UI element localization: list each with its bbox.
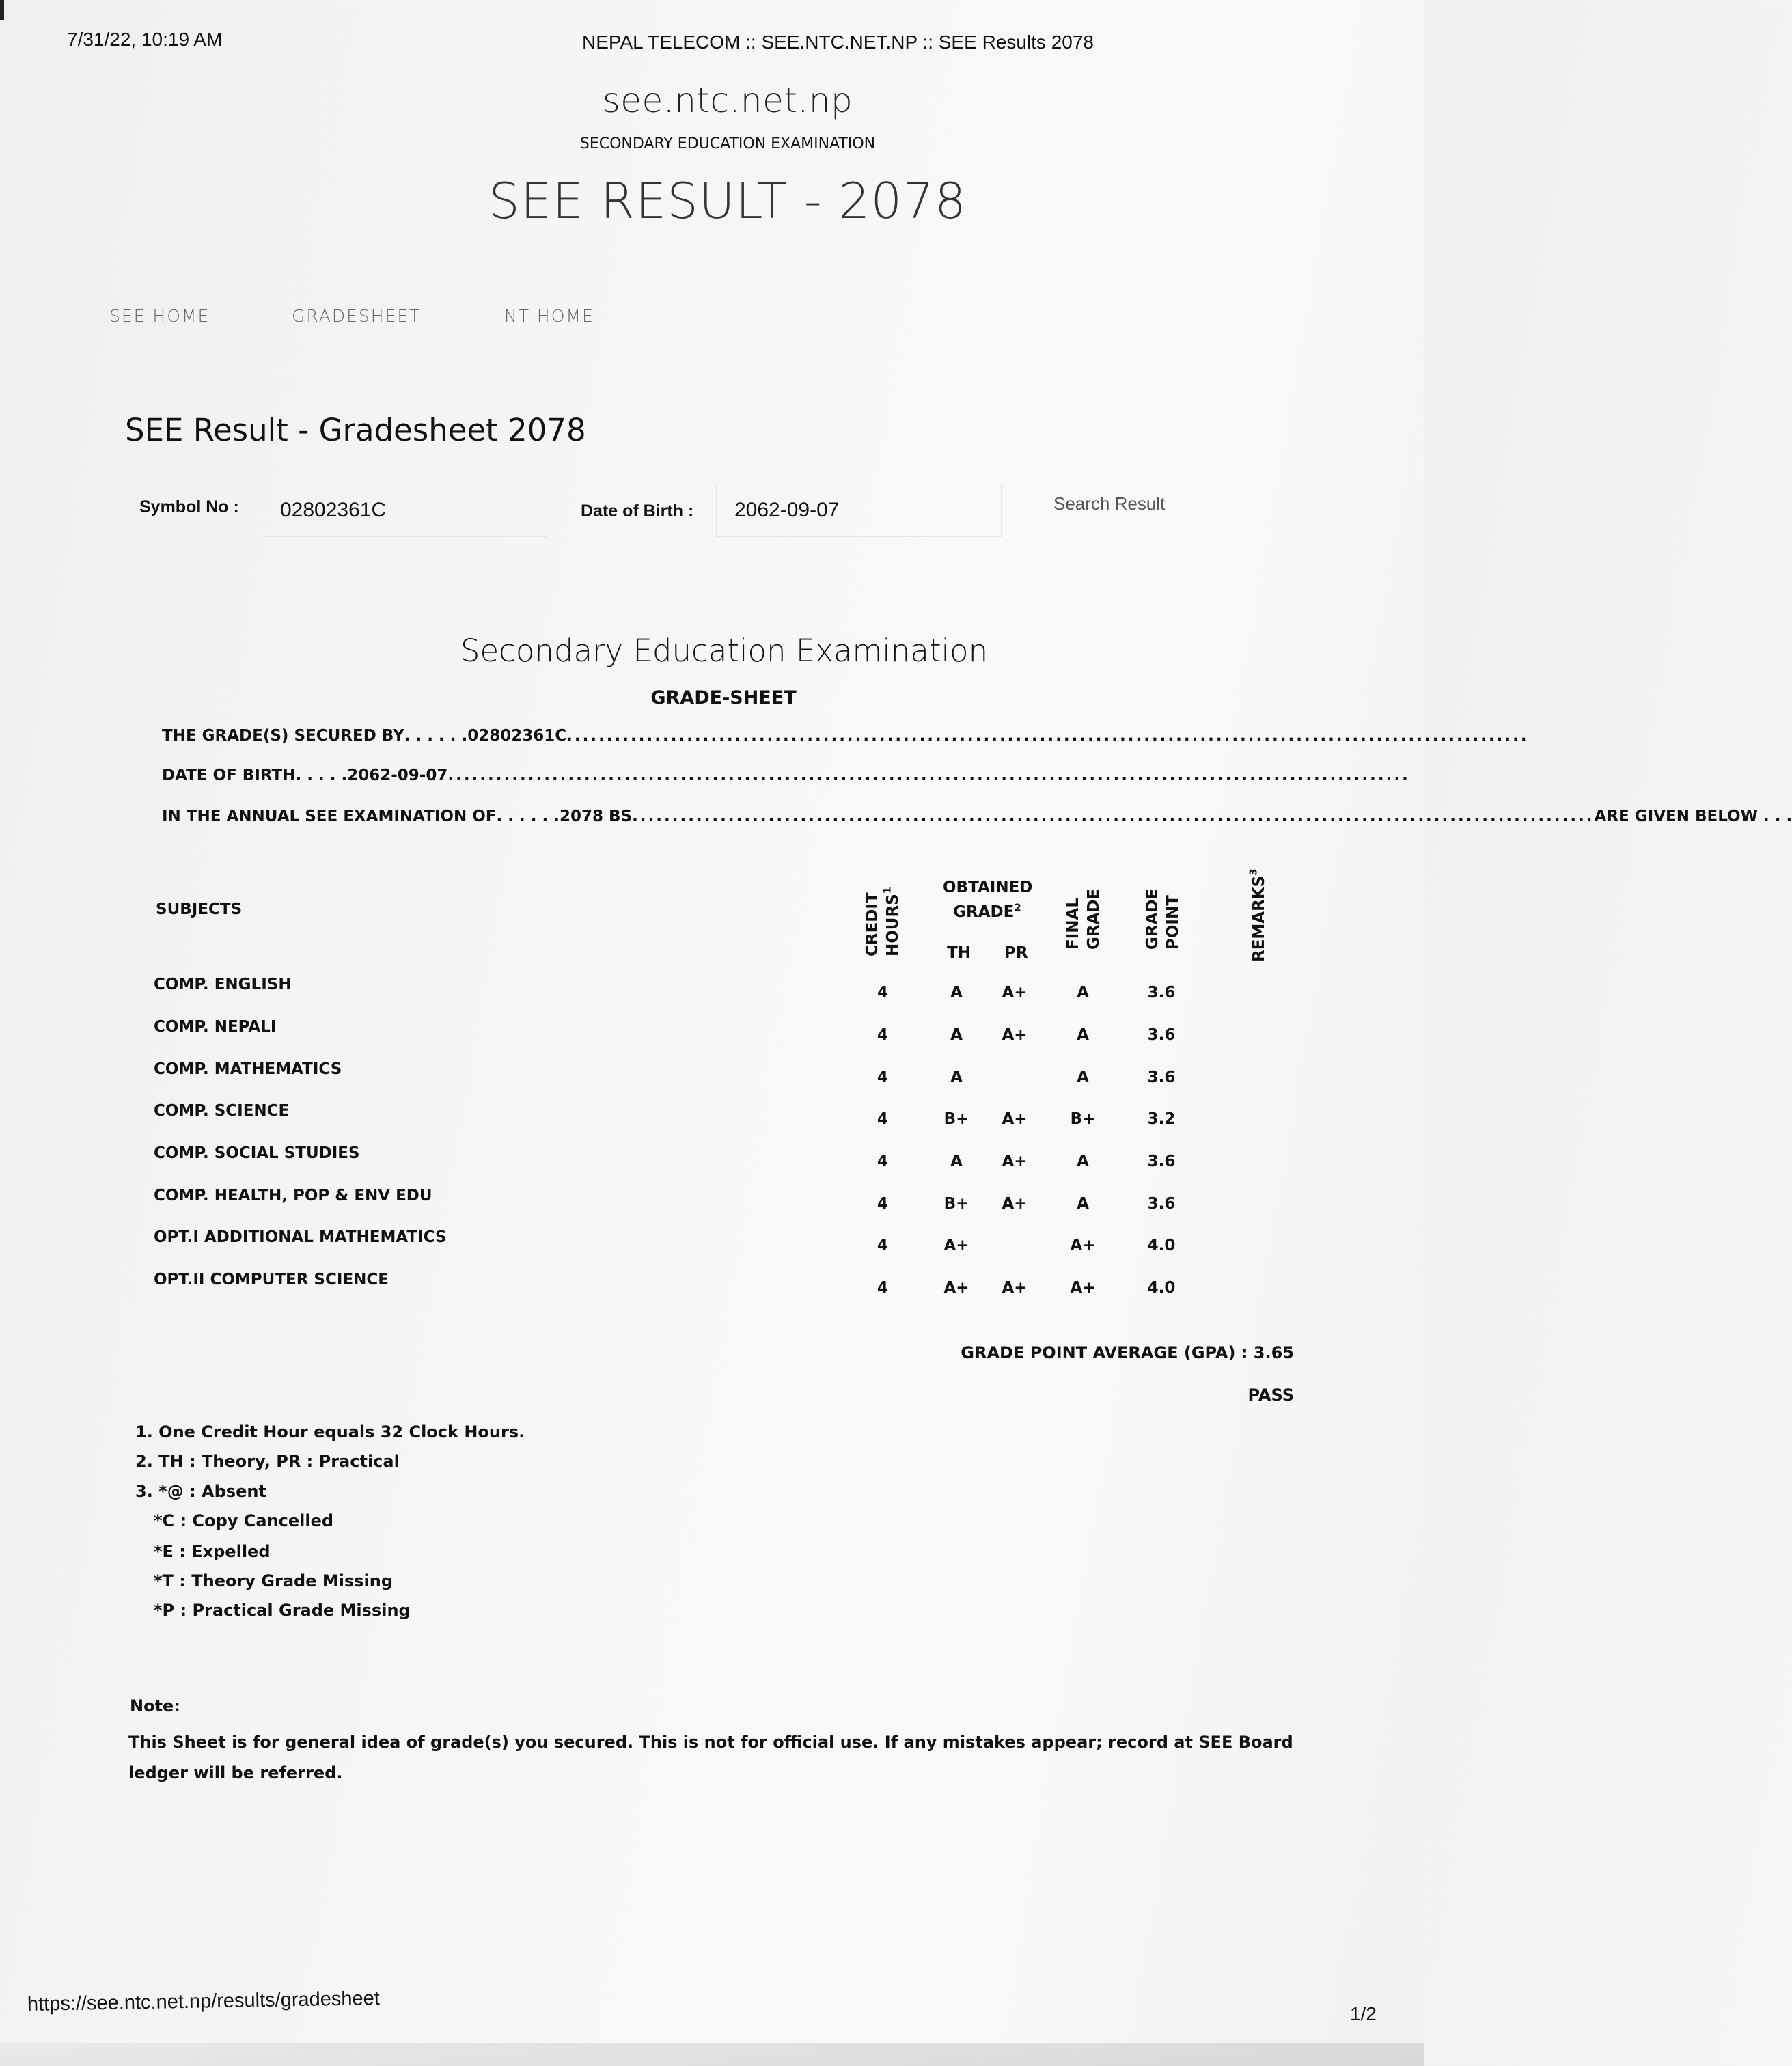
footnote: *E : Expelled [154, 1542, 271, 1561]
dot-leader: ........................................................................................................................ [566, 727, 1529, 745]
theory-grade: A [950, 1153, 963, 1170]
table-row [0, 1228, 1424, 1256]
header-practical: PR [1004, 944, 1028, 962]
grade-point: 3.6 [1147, 1153, 1176, 1170]
practical-grade: A+ [1002, 1153, 1028, 1170]
table-row [0, 976, 1424, 1003]
grade-point: 3.6 [1147, 984, 1176, 1002]
nav-gradesheet[interactable]: GRADESHEET [292, 306, 422, 326]
credit-hours: 4 [877, 1279, 888, 1297]
date-of-birth-label: Date of Birth : [581, 501, 694, 521]
exam-line-value: 2078 BS [559, 808, 633, 825]
final-grade: A [1077, 1153, 1089, 1170]
gpa-summary [961, 1343, 1294, 1362]
grade-point: 4.0 [1147, 1279, 1176, 1297]
theory-grade: B+ [943, 1110, 969, 1128]
footnote: *T : Theory Grade Missing [154, 1571, 394, 1590]
theory-grade: A [950, 984, 963, 1002]
practical-grade: A+ [1002, 1110, 1028, 1128]
table-row [0, 1187, 1424, 1214]
page-edge-shadow [0, 0, 4, 20]
dot-leader: ........................................................................................................................ [447, 767, 1410, 784]
page-title: SEE Result - Gradesheet 2078 [125, 412, 586, 448]
footnote: 2. TH : Theory, PR : Practical [135, 1452, 400, 1471]
header-subjects: SUBJECTS [156, 900, 243, 918]
grade-point: 3.6 [1147, 1069, 1176, 1086]
header-remarks: REMARKS$^3$ [1247, 868, 1268, 962]
credit-hours: 4 [877, 1237, 888, 1254]
site-name: see.ntc.net.np [602, 81, 853, 120]
credit-hours: 4 [877, 1153, 888, 1170]
table-row [0, 1271, 1424, 1298]
print-footer-url: https://see.ntc.net.np/results/gradesheet [27, 1987, 381, 2015]
subject-name: OPT.I ADDITIONAL MATHEMATICS [154, 1228, 447, 1246]
site-subtitle: SECONDARY EDUCATION EXAMINATION [579, 135, 876, 152]
subject-name: COMP. ENGLISH [154, 976, 292, 993]
dob-line-value: 2062-09-07 [347, 767, 448, 784]
subject-name: COMP. MATHEMATICS [154, 1060, 342, 1078]
gradesheet-subtitle: GRADE-SHEET [650, 687, 797, 708]
final-grade: A [1077, 1195, 1089, 1213]
theory-grade: A+ [943, 1237, 969, 1254]
table-row [0, 1102, 1424, 1129]
header-obtained-grade: OBTAINED GRADE$^2$ [943, 879, 1033, 921]
table-row [0, 1144, 1424, 1172]
final-grade: A [1077, 1069, 1089, 1086]
theory-grade: A+ [943, 1279, 969, 1297]
header-theory: TH [947, 944, 971, 962]
table-row [0, 1018, 1424, 1045]
footnote: 1. One Credit Hour equals 32 Clock Hours. [135, 1422, 525, 1442]
credit-hours: 4 [877, 1026, 888, 1044]
nav-see-home[interactable]: SEE HOME [109, 306, 210, 326]
theory-grade: A [950, 1026, 963, 1044]
date-of-birth-input[interactable] [716, 484, 1002, 537]
practical-grade: A+ [1002, 1279, 1028, 1297]
theory-grade: A [950, 1069, 963, 1086]
secured-by-line: THE GRADE(S) SECURED BY . . . . . . 02802361C ........................................................................................................................ [162, 727, 1529, 745]
grade-point: 3.2 [1147, 1110, 1176, 1128]
date-of-birth-line: DATE OF BIRTH . . . . . 2062-09-07 ........................................................................................................................ [162, 767, 1410, 784]
header-grade-point: GRADE POINT [1144, 888, 1182, 950]
final-grade: A [1077, 984, 1089, 1002]
final-grade: A+ [1070, 1279, 1096, 1297]
secured-by-label: THE GRADE(S) SECURED BY [162, 727, 404, 745]
exam-line-suffix: ARE GIVEN BELOW . . . [1594, 808, 1792, 825]
secured-by-value: 02802361C [467, 727, 567, 745]
gpa-value: 3.65 [1253, 1343, 1294, 1362]
grade-point: 3.6 [1147, 1026, 1176, 1044]
header-credit-hours: CREDIT HOURS$^1$ [864, 886, 902, 956]
nav-nt-home[interactable]: NT HOME [504, 306, 594, 326]
result-status: PASS [1247, 1386, 1294, 1405]
print-page-number: 1/2 [1350, 2003, 1377, 2024]
gradesheet-title: Secondary Education Examination [460, 633, 989, 669]
theory-grade: B+ [943, 1195, 969, 1213]
grade-point: 3.6 [1147, 1195, 1176, 1213]
symbol-no-label: Symbol No : [139, 497, 239, 516]
subject-name: COMP. SOCIAL STUDIES [154, 1144, 360, 1162]
dot-leader: ........................................................................................................................ [632, 808, 1595, 825]
credit-hours: 4 [877, 984, 888, 1002]
note-label: Note: [130, 1696, 180, 1716]
exam-line-label: IN THE ANNUAL SEE EXAMINATION OF [162, 808, 497, 825]
subject-name: COMP. NEPALI [154, 1018, 277, 1036]
footnote: 3. *@ : Absent [135, 1482, 266, 1501]
gpa-label: GRADE POINT AVERAGE (GPA) : [961, 1343, 1248, 1362]
credit-hours: 4 [877, 1069, 888, 1086]
site-banner: SEE RESULT - 2078 [488, 172, 967, 230]
header-final-grade: FINAL GRADE [1064, 888, 1103, 950]
note-text: This Sheet is for general idea of grade(s) you secured. This is not for official use. If any mistakes appear; record at SEE Board ledger will be referred. [128, 1733, 1293, 1782]
search-result-button[interactable]: Search Result [1053, 493, 1166, 514]
practical-grade: A+ [1002, 984, 1028, 1002]
practical-grade: A+ [1002, 1026, 1028, 1044]
print-page-title: NEPAL TELECOM :: SEE.NTC.NET.NP :: SEE Results 2078 [582, 31, 1094, 53]
final-grade: A [1077, 1026, 1089, 1044]
exam-line: IN THE ANNUAL SEE EXAMINATION OF . . . . . . 2078 BS ........................................................................................................................ ARE GIVEN BELOW . . . [162, 808, 1792, 825]
final-grade: B+ [1070, 1110, 1096, 1128]
practical-grade: A+ [1002, 1195, 1028, 1213]
dob-line-label: DATE OF BIRTH [162, 767, 296, 784]
grade-point: 4.0 [1147, 1237, 1176, 1254]
footnote: *P : Practical Grade Missing [154, 1601, 411, 1620]
footnote: *C : Copy Cancelled [154, 1511, 334, 1530]
symbol-no-input[interactable] [262, 484, 547, 537]
credit-hours: 4 [877, 1195, 888, 1213]
subject-name: COMP. SCIENCE [154, 1102, 290, 1120]
print-datetime: 7/31/22, 10:19 AM [67, 29, 223, 50]
table-row [0, 1060, 1424, 1088]
subject-name: OPT.II COMPUTER SCIENCE [154, 1271, 389, 1289]
paper-edge [0, 2043, 1424, 2066]
subject-name: COMP. HEALTH, POP & ENV EDU [154, 1187, 432, 1204]
credit-hours: 4 [877, 1110, 888, 1128]
final-grade: A+ [1070, 1237, 1096, 1254]
